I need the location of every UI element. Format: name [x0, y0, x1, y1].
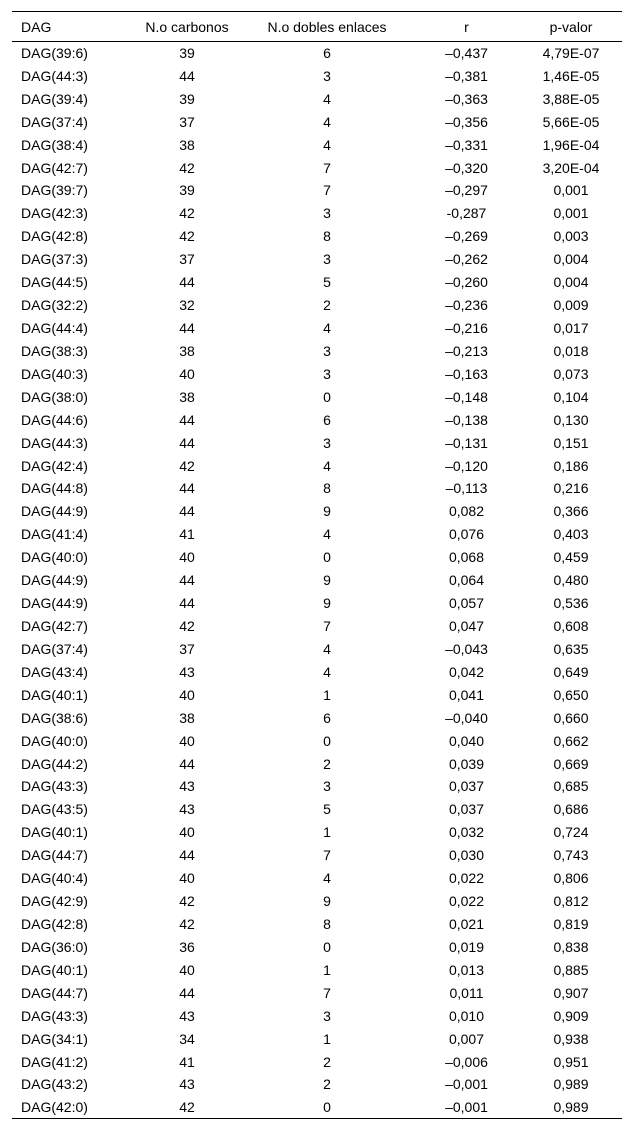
cell-r: –0,120: [445, 457, 488, 474]
table-row: [12, 500, 622, 523]
cell-dobles-enlaces: 5: [323, 274, 331, 291]
cell-dag: DAG(41:2): [21, 1053, 88, 1070]
cell-dag: DAG(42:3): [21, 205, 88, 222]
cell-dag: DAG(43:2): [21, 1076, 88, 1093]
cell-dag: DAG(32:2): [21, 297, 88, 314]
cell-r: 0,076: [448, 526, 485, 543]
cell-dag: DAG(37:3): [21, 251, 88, 268]
cell-dag: DAG(37:4): [21, 113, 88, 130]
table-row: [12, 225, 622, 248]
cell-p-valor: 0,151: [553, 434, 589, 451]
cell-dag: DAG(44:9): [21, 503, 88, 520]
cell-r: –0,138: [445, 411, 488, 428]
cell-dobles-enlaces: 7: [323, 984, 331, 1001]
cell-dobles-enlaces: 2: [323, 1076, 331, 1093]
table-row: [12, 935, 622, 958]
cell-dobles-enlaces: 8: [323, 228, 331, 245]
cell-r: –0,213: [445, 342, 488, 359]
cell-carbonos: 43: [179, 778, 195, 795]
cell-dag: DAG(40:3): [21, 365, 88, 382]
table-row: [12, 454, 622, 477]
cell-carbonos: 44: [179, 572, 195, 589]
cell-dobles-enlaces: 1: [323, 824, 331, 841]
table-row: [12, 752, 622, 775]
cell-p-valor: 0,907: [553, 984, 589, 1001]
cell-dobles-enlaces: 3: [323, 778, 331, 795]
cell-dobles-enlaces: 9: [323, 503, 331, 520]
cell-dag: DAG(41:4): [21, 526, 88, 543]
cell-dag: DAG(42:8): [21, 915, 88, 932]
cell-dobles-enlaces: 1: [323, 1030, 331, 1047]
table-row: [12, 1027, 622, 1050]
cell-p-valor: 1,46E-05: [542, 67, 600, 84]
table-row: [12, 87, 622, 110]
cell-r: –0,269: [445, 228, 488, 245]
cell-p-valor: 0,989: [553, 1076, 589, 1093]
cell-p-valor: 5,66E-05: [542, 113, 600, 130]
table-row: [12, 958, 622, 981]
cell-dobles-enlaces: 7: [323, 182, 331, 199]
table-row: [12, 317, 622, 340]
cell-carbonos: 40: [179, 549, 195, 566]
cell-dobles-enlaces: 7: [323, 159, 331, 176]
cell-dobles-enlaces: 3: [323, 434, 331, 451]
cell-carbonos: 44: [179, 320, 195, 337]
cell-dobles-enlaces: 3: [323, 251, 331, 268]
cell-r: 0,037: [448, 778, 485, 795]
cell-carbonos: 44: [179, 434, 195, 451]
cell-r: 0,030: [448, 847, 485, 864]
table-row: [12, 844, 622, 867]
table-row: [12, 706, 622, 729]
cell-dag: DAG(39:4): [21, 90, 88, 107]
cell-dobles-enlaces: 1: [323, 961, 331, 978]
table-row: [12, 523, 622, 546]
cell-dag: DAG(42:4): [21, 457, 88, 474]
cell-dag: DAG(42:7): [21, 159, 88, 176]
cell-p-valor: 0,819: [553, 915, 589, 932]
cell-p-valor: 0,989: [553, 1099, 589, 1116]
cell-carbonos: 43: [179, 801, 195, 818]
cell-dobles-enlaces: 0: [323, 388, 331, 405]
cell-p-valor: 0,186: [553, 457, 589, 474]
cell-r: 0,011: [449, 984, 484, 1001]
cell-r: 0,040: [448, 732, 485, 749]
cell-carbonos: 40: [179, 961, 195, 978]
cell-r: –0,236: [445, 297, 488, 314]
cell-r: –0,262: [445, 251, 488, 268]
cell-dag: DAG(40:1): [21, 686, 88, 703]
cell-dobles-enlaces: 7: [323, 618, 331, 634]
cell-carbonos: 34: [179, 1030, 195, 1047]
table-row: [12, 615, 622, 638]
cell-p-valor: 0,650: [553, 686, 589, 703]
cell-p-valor: 0,001: [553, 182, 589, 199]
cell-dobles-enlaces: 8: [323, 915, 331, 932]
cell-r: –0,163: [445, 365, 488, 382]
cell-dag: DAG(42:8): [21, 228, 88, 245]
cell-dobles-enlaces: 0: [323, 732, 331, 749]
cell-p-valor: 0,536: [553, 595, 589, 612]
cell-dobles-enlaces: 3: [323, 67, 331, 84]
cell-r: 0,010: [448, 1007, 485, 1024]
cell-carbonos: 38: [179, 136, 195, 153]
table-row: [12, 477, 622, 500]
cell-p-valor: 0,459: [553, 549, 589, 566]
cell-r: –0,043: [445, 640, 488, 657]
cell-carbonos: 38: [179, 388, 195, 405]
table-row: [12, 592, 622, 615]
cell-dobles-enlaces: 3: [323, 342, 331, 359]
table-body: [12, 42, 622, 1119]
cell-r: –0,001: [445, 1099, 488, 1116]
cell-r: 0,039: [448, 755, 485, 772]
cell-dobles-enlaces: 6: [323, 709, 331, 726]
table-row: [12, 867, 622, 890]
cell-dag: DAG(44:4): [21, 320, 88, 337]
cell-dag: DAG(42:7): [21, 618, 88, 634]
cell-dag: DAG(40:0): [21, 549, 88, 566]
table-row: [12, 271, 622, 294]
cell-dobles-enlaces: 5: [323, 801, 331, 818]
header-dobles-enlaces: N.o dobles enlaces: [267, 18, 387, 35]
cell-carbonos: 43: [179, 1007, 195, 1024]
cell-p-valor: 0,686: [553, 801, 589, 818]
table-row: [12, 890, 622, 913]
cell-p-valor: 3,88E-05: [542, 90, 600, 107]
cell-r: 0,022: [448, 893, 485, 910]
header-r: r: [464, 18, 469, 35]
cell-dobles-enlaces: 4: [323, 90, 331, 107]
cell-dobles-enlaces: 0: [323, 1099, 331, 1116]
cell-p-valor: 0,004: [553, 274, 589, 291]
table-row: [12, 42, 622, 65]
cell-carbonos: 32: [179, 297, 195, 314]
cell-dag: DAG(44:7): [21, 984, 88, 1001]
cell-carbonos: 38: [179, 342, 195, 359]
table-row: [12, 385, 622, 408]
cell-dag: DAG(38:0): [21, 388, 88, 405]
cell-p-valor: 0,130: [553, 411, 589, 428]
header-p-valor: p-valor: [549, 18, 593, 35]
cell-p-valor: 0,403: [553, 526, 589, 543]
cell-r: –0,297: [445, 182, 488, 199]
cell-r: 0,047: [448, 618, 485, 634]
cell-r: 0,064: [448, 572, 485, 589]
table-row: [12, 569, 622, 592]
cell-carbonos: 42: [179, 457, 195, 474]
cell-p-valor: 0,073: [553, 365, 589, 382]
cell-r: 0,068: [448, 549, 485, 566]
cell-carbonos: 42: [179, 618, 195, 634]
cell-r: –0,381: [445, 67, 488, 84]
cell-dag: DAG(38:4): [21, 136, 88, 153]
cell-r: 0,032: [448, 824, 485, 841]
cell-r: –0,356: [445, 113, 488, 130]
table-row: [12, 179, 622, 202]
cell-carbonos: 40: [179, 824, 195, 841]
cell-dobles-enlaces: 9: [323, 893, 331, 910]
cell-dag: DAG(44:3): [21, 434, 88, 451]
cell-dag: DAG(40:1): [21, 824, 88, 841]
cell-carbonos: 43: [179, 1076, 195, 1093]
cell-p-valor: 0,724: [553, 824, 589, 841]
cell-dag: DAG(34:1): [21, 1030, 88, 1047]
cell-dobles-enlaces: 6: [323, 45, 331, 62]
cell-dobles-enlaces: 3: [323, 365, 331, 382]
cell-dag: DAG(44:8): [21, 480, 88, 497]
cell-dag: DAG(44:2): [21, 755, 88, 772]
cell-dobles-enlaces: 0: [323, 938, 331, 955]
cell-dobles-enlaces: 4: [323, 457, 331, 474]
table-row: [12, 798, 622, 821]
cell-r: 0,019: [448, 938, 485, 955]
table-row: [12, 1050, 622, 1073]
table-row: [12, 775, 622, 798]
cell-r: 0,037: [448, 801, 485, 818]
cell-carbonos: 42: [179, 228, 195, 245]
cell-dobles-enlaces: 7: [323, 847, 331, 864]
cell-dobles-enlaces: 8: [323, 480, 331, 497]
cell-p-valor: 0,812: [553, 893, 589, 910]
table-row: [12, 110, 622, 133]
table-row: [12, 546, 622, 569]
cell-p-valor: 0,635: [553, 640, 589, 657]
cell-p-valor: 0,660: [553, 709, 589, 726]
dag-correlation-table-container: [12, 11, 613, 1119]
cell-p-valor: 0,806: [553, 870, 589, 887]
cell-r: –0,216: [445, 320, 488, 337]
cell-r: –0,320: [445, 159, 488, 176]
cell-p-valor: 1,96E-04: [542, 136, 600, 153]
table-row: [12, 362, 622, 385]
cell-dag: DAG(42:9): [21, 893, 88, 910]
cell-dobles-enlaces: 1: [323, 686, 331, 703]
cell-carbonos: 44: [179, 67, 195, 84]
table-row: [12, 821, 622, 844]
table-row: [12, 248, 622, 271]
header-row: [12, 12, 622, 42]
cell-r: –0,331: [445, 136, 488, 153]
cell-dobles-enlaces: 9: [323, 595, 331, 612]
cell-p-valor: 0,001: [553, 205, 589, 222]
cell-carbonos: 44: [179, 755, 195, 772]
cell-r: 0,013: [448, 961, 485, 978]
table-row: [12, 339, 622, 362]
cell-p-valor: 0,909: [553, 1007, 589, 1024]
cell-p-valor: 0,017: [553, 320, 589, 337]
cell-carbonos: 40: [179, 870, 195, 887]
cell-carbonos: 37: [179, 640, 195, 657]
cell-p-valor: 0,480: [553, 572, 589, 589]
cell-dobles-enlaces: 4: [323, 870, 331, 887]
table-row: [12, 431, 622, 454]
cell-dag: DAG(42:0): [21, 1099, 88, 1116]
table-row: [12, 133, 622, 156]
cell-r: –0,437: [445, 45, 488, 62]
cell-carbonos: 42: [179, 893, 195, 910]
cell-carbonos: 41: [179, 526, 195, 543]
cell-p-valor: 0,743: [553, 847, 589, 864]
cell-carbonos: 44: [179, 503, 195, 520]
cell-dag: DAG(44:9): [21, 595, 88, 612]
cell-carbonos: 44: [179, 847, 195, 864]
cell-r: –0,113: [445, 480, 488, 497]
cell-p-valor: 0,669: [553, 755, 589, 772]
cell-carbonos: 42: [179, 205, 195, 222]
cell-dobles-enlaces: 3: [323, 1007, 331, 1024]
table-row: [12, 156, 622, 179]
cell-carbonos: 36: [179, 938, 195, 955]
cell-carbonos: 40: [179, 732, 195, 749]
cell-p-valor: 0,009: [553, 297, 589, 314]
cell-carbonos: 44: [179, 274, 195, 291]
table-row: [12, 1096, 622, 1119]
cell-carbonos: 37: [179, 113, 195, 130]
cell-dobles-enlaces: 4: [323, 663, 331, 680]
cell-p-valor: 0,018: [553, 342, 589, 359]
cell-p-valor: 0,608: [553, 618, 589, 634]
cell-dag: DAG(44:7): [21, 847, 88, 864]
cell-p-valor: 0,685: [553, 778, 589, 795]
header-carbonos: N.o carbonos: [145, 18, 229, 35]
cell-dag: DAG(44:5): [21, 274, 88, 291]
cell-p-valor: 0,662: [553, 732, 589, 749]
table-row: [12, 64, 622, 87]
cell-dobles-enlaces: 2: [323, 297, 331, 314]
cell-dobles-enlaces: 0: [323, 549, 331, 566]
cell-carbonos: 42: [179, 1099, 195, 1116]
cell-dag: DAG(43:3): [21, 778, 88, 795]
cell-r: –0,260: [445, 274, 488, 291]
cell-dag: DAG(36:0): [21, 938, 88, 955]
cell-dag: DAG(43:3): [21, 1007, 88, 1024]
cell-p-valor: 3,20E-04: [542, 159, 600, 176]
table-row: [12, 294, 622, 317]
cell-dobles-enlaces: 4: [323, 526, 331, 543]
cell-dag: DAG(39:7): [21, 182, 88, 199]
cell-dag: DAG(37:4): [21, 640, 88, 657]
table-header: [12, 12, 622, 42]
cell-dag: DAG(39:6): [21, 45, 88, 62]
cell-carbonos: 43: [179, 663, 195, 680]
table-row: [12, 981, 622, 1004]
cell-dag: DAG(40:0): [21, 732, 88, 749]
cell-carbonos: 40: [179, 686, 195, 703]
cell-p-valor: 0,004: [553, 251, 589, 268]
cell-p-valor: 4,79E-07: [542, 45, 600, 62]
cell-carbonos: 44: [179, 480, 195, 497]
cell-dobles-enlaces: 6: [323, 411, 331, 428]
cell-r: 0,021: [448, 915, 485, 932]
cell-r: –0,006: [445, 1053, 488, 1070]
table-row: [12, 683, 622, 706]
table-row: [12, 913, 622, 936]
cell-dobles-enlaces: 4: [323, 640, 331, 657]
cell-carbonos: 37: [179, 251, 195, 268]
cell-dobles-enlaces: 3: [323, 205, 331, 222]
cell-dag: DAG(43:5): [21, 801, 88, 818]
cell-carbonos: 41: [179, 1053, 195, 1070]
cell-p-valor: 0,216: [553, 480, 589, 497]
cell-carbonos: 44: [179, 411, 195, 428]
cell-p-valor: 0,003: [553, 228, 589, 245]
cell-r: 0,022: [448, 870, 485, 887]
table-row: [12, 637, 622, 660]
cell-carbonos: 39: [179, 182, 195, 199]
cell-dag: DAG(44:9): [21, 572, 88, 589]
cell-carbonos: 40: [179, 365, 195, 382]
dag-correlation-table: [12, 11, 622, 1119]
cell-dag: DAG(40:1): [21, 961, 88, 978]
table-row: [12, 729, 622, 752]
header-dag: DAG: [21, 18, 52, 35]
cell-p-valor: 0,366: [553, 503, 589, 520]
cell-dag: DAG(44:3): [21, 67, 88, 84]
cell-carbonos: 42: [179, 915, 195, 932]
cell-carbonos: 38: [179, 709, 195, 726]
cell-r: –0,040: [445, 709, 488, 726]
cell-carbonos: 42: [179, 159, 195, 176]
cell-p-valor: 0,104: [553, 388, 589, 405]
table-row: [12, 1073, 622, 1096]
cell-dobles-enlaces: 4: [323, 136, 331, 153]
table-row: [12, 408, 622, 431]
cell-carbonos: 44: [179, 984, 195, 1001]
cell-r: 0,082: [448, 503, 485, 520]
cell-carbonos: 39: [179, 45, 195, 62]
cell-r: –0,363: [445, 90, 488, 107]
cell-r: –0,001: [445, 1076, 488, 1093]
cell-r: 0,042: [448, 663, 485, 680]
cell-dag: DAG(43:4): [21, 663, 88, 680]
cell-r: –0,148: [445, 388, 488, 405]
cell-p-valor: 0,938: [553, 1030, 589, 1047]
cell-r: 0,007: [448, 1030, 485, 1047]
cell-r: 0,041: [448, 686, 485, 703]
cell-dag: DAG(38:6): [21, 709, 88, 726]
cell-r: 0,057: [448, 595, 485, 612]
table-row: [12, 660, 622, 683]
cell-carbonos: 39: [179, 90, 195, 107]
cell-dobles-enlaces: 2: [323, 755, 331, 772]
cell-dobles-enlaces: 4: [323, 113, 331, 130]
cell-r: -0,287: [446, 205, 487, 222]
table-row: [12, 1004, 622, 1027]
cell-carbonos: 44: [179, 595, 195, 612]
cell-p-valor: 0,838: [553, 938, 589, 955]
cell-dobles-enlaces: 2: [323, 1053, 331, 1070]
cell-dag: DAG(38:3): [21, 342, 88, 359]
cell-p-valor: 0,649: [553, 663, 589, 680]
cell-dobles-enlaces: 4: [323, 320, 331, 337]
cell-p-valor: 0,885: [553, 961, 589, 978]
cell-dag: DAG(44:6): [21, 411, 88, 428]
cell-dag: DAG(40:4): [21, 870, 88, 887]
table-row: [12, 202, 622, 225]
cell-r: –0,131: [445, 434, 488, 451]
cell-dobles-enlaces: 9: [323, 572, 331, 589]
cell-p-valor: 0,951: [553, 1053, 589, 1070]
